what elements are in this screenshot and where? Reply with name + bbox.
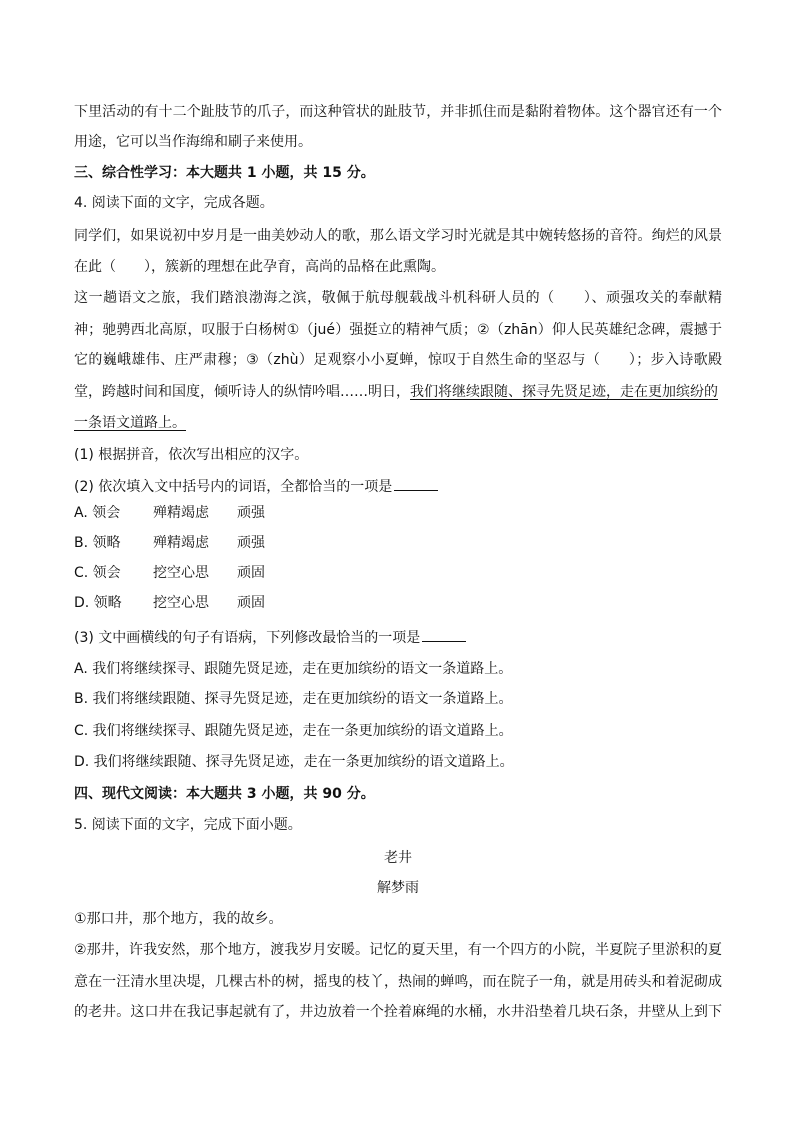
option-word: 顽强 bbox=[237, 535, 265, 551]
option-line[interactable]: A. 我们将继续探寻、跟随先贤足迹，走在更加缤纷的语文一条道路上。 bbox=[74, 661, 513, 677]
passage-text: 堂，跨越时间和国度，倾听诗人的纵情吟唱……明日， bbox=[74, 384, 410, 400]
article-title: 老井 bbox=[384, 850, 412, 866]
underlined-sentence: 我们将继续跟随、探寻先贤足迹，走在更加缤纷的 bbox=[410, 384, 718, 400]
option-line[interactable]: D. 我们将继续跟随、探寻先贤足迹，走在一条更加缤纷的语文道路上。 bbox=[74, 754, 514, 770]
intro-text-line: 用途，它可以当作海绵和刷子来使用。 bbox=[74, 134, 312, 150]
passage-line: 神；驰骋西北高原，叹服于白杨树①（jué）强挺立的精神气质；②（zhān）仰人民英雄纪念碑，震撼于 bbox=[74, 322, 722, 338]
sub-question-text: (2) 依次填入文中括号内的词语，全都恰当的一项是 bbox=[74, 479, 393, 495]
passage-line: 在此（ ），簇新的理想在此孕育，高尚的品格在此熏陶。 bbox=[74, 259, 445, 275]
passage-line: 意在一汪清水里决堤，几棵古朴的树，摇曳的枝丫，热闹的蝉鸣，而在院子一角，就是用砖头和着泥砌成 bbox=[74, 974, 722, 990]
underlined-sentence: 一条语文道路上。 bbox=[74, 415, 186, 431]
passage-line: 同学们，如果说初中岁月是一曲美妙动人的歌，那么语文学习时光就是其中婉转悠扬的音符。绚烂的风景 bbox=[74, 228, 722, 244]
sub-question bbox=[74, 627, 722, 648]
option-letter: B. 领略 bbox=[74, 535, 121, 551]
article-author: 解梦雨 bbox=[377, 880, 419, 896]
passage-line: 它的巍峨雄伟、庄严肃穆；③（zhù）足观察小小夏蝉，惊叹于自然生命的坚忍与（ ）；步入诗歌殿 bbox=[74, 352, 722, 368]
passage-line: ①那口井，那个地方，我的故乡。 bbox=[74, 911, 283, 927]
option-word: 顽固 bbox=[237, 595, 265, 611]
answer-blank[interactable] bbox=[394, 476, 438, 491]
option-line[interactable]: B. 我们将继续跟随、探寻先贤足迹，走在更加缤纷的语文一条道路上。 bbox=[74, 691, 513, 707]
section-heading: 四、现代文阅读：本大题共 3 小题，共 90 分。 bbox=[74, 786, 375, 802]
option-letter: A. 领会 bbox=[74, 505, 121, 521]
sub-question-text: (3) 文中画横线的句子有语病，下列修改最恰当的一项是 bbox=[74, 630, 421, 646]
section-heading: 三、综合性学习：本大题共 1 小题，共 15 分。 bbox=[74, 165, 375, 181]
sub-question: (1) 根据拼音，依次写出相应的汉字。 bbox=[74, 447, 309, 463]
option-word: 顽强 bbox=[237, 505, 265, 521]
option-letter: C. 领会 bbox=[74, 565, 121, 581]
answer-blank[interactable] bbox=[422, 627, 466, 642]
question-title: 4. 阅读下面的文字，完成各题。 bbox=[74, 195, 274, 211]
passage-line: 的老井。这口井在我记事起就有了，井边放着一个拴着麻绳的水桶，水井沿垫着几块石条，井壁从上到下 bbox=[74, 1004, 722, 1020]
passage-line bbox=[74, 413, 722, 433]
passage-line: 这一趟语文之旅，我们踏浪渤海之滨，敬佩于航母舰载战斗机科研人员的（ ）、顽强攻关的奉献精 bbox=[74, 290, 722, 306]
option-word: 顽固 bbox=[237, 565, 265, 581]
question-title: 5. 阅读下面的文字，完成下面小题。 bbox=[74, 817, 302, 833]
option-word: 挖空心思 bbox=[153, 595, 209, 611]
option-word: 殚精竭虑 bbox=[153, 535, 209, 551]
sub-question bbox=[74, 476, 722, 497]
option-word: 殚精竭虑 bbox=[153, 505, 209, 521]
passage-line bbox=[74, 382, 722, 402]
option-letter: D. 领略 bbox=[74, 595, 122, 611]
passage-line: ②那井，许我安然，那个地方，渡我岁月安暖。记忆的夏天里，有一个四方的小院，半夏院子里淤积的夏 bbox=[74, 942, 722, 958]
intro-text-line: 下里活动的有十二个趾肢节的爪子，而这种管状的趾肢节，并非抓住而是黏附着物体。这个器官还有一个 bbox=[74, 104, 722, 120]
option-line[interactable]: C. 我们将继续探寻、跟随先贤足迹，走在一条更加缤纷的语文道路上。 bbox=[74, 723, 513, 739]
option-word: 挖空心思 bbox=[153, 565, 209, 581]
